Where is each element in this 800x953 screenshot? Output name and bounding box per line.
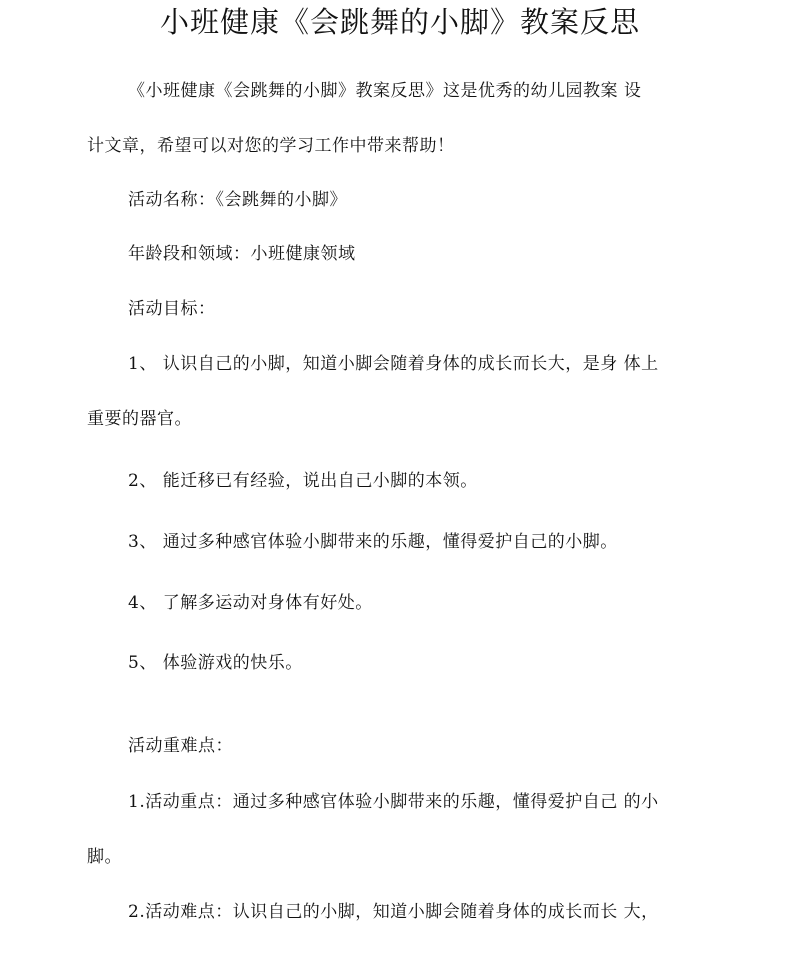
key-point-2-line-1: 2.活动难点：认识自己的小脚，知道小脚会随着身体的成长而长 大， [128, 902, 659, 922]
key-point-1-line-1: 1.活动重点：通过多种感官体验小脚带来的乐趣，懂得爱护自己 的小 [128, 792, 659, 812]
key-point-1-line-2: 脚。 [87, 847, 122, 867]
intro-text-line-1: 《小班健康《会跳舞的小脚》教案反思》这是优秀的幼儿园教案 设 [128, 81, 642, 101]
intro-text-line-2: 计文章，希望可以对您的学习工作中带来帮助！ [87, 136, 455, 156]
activity-name: 活动名称：《会跳舞的小脚》 [128, 190, 347, 210]
goals-heading: 活动目标： [128, 299, 216, 319]
document-title: 小班健康《会跳舞的小脚》教案反思 [159, 5, 640, 39]
goal-1-line-2: 重要的器官。 [87, 409, 192, 429]
goal-1-line-1: 1、 认识自己的小脚，知道小脚会随着身体的成长而长大，是身 体上 [128, 354, 659, 374]
age-and-domain: 年龄段和领域：小班健康领域 [128, 244, 356, 264]
goal-5: 5、 体验游戏的快乐。 [128, 653, 303, 673]
goal-3: 3、 通过多种感官体验小脚带来的乐趣，懂得爱护自己的小脚。 [128, 532, 618, 552]
goal-2: 2、 能迁移已有经验，说出自己小脚的本领。 [128, 471, 478, 491]
goal-4: 4、 了解多运动对身体有好处。 [128, 593, 373, 613]
key-points-heading: 活动重难点： [128, 736, 233, 756]
